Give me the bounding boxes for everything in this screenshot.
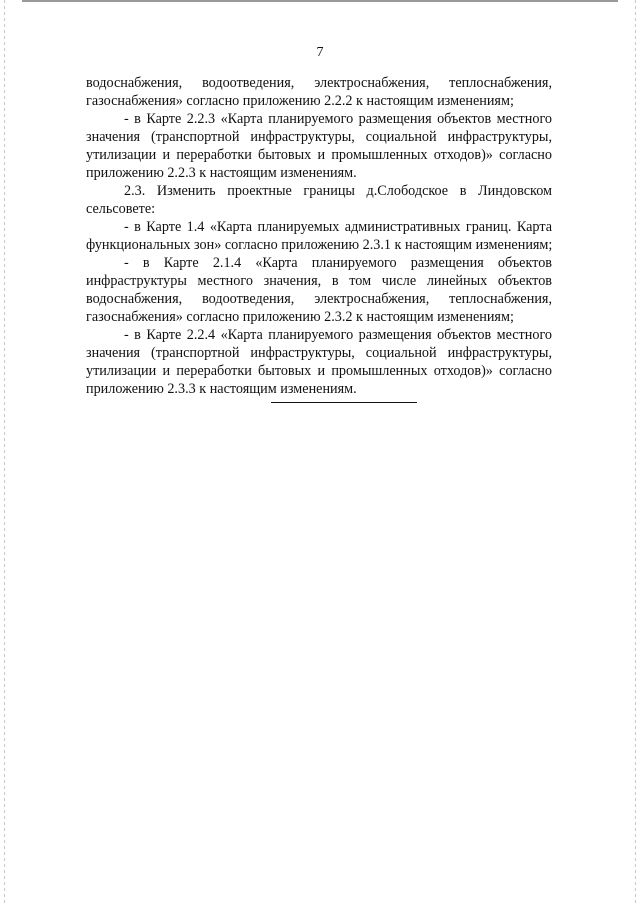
body-line: - в Карте 2.2.4 «Карта планируемого размещения объектов местного <box>124 327 552 343</box>
body-line: газоснабжения» согласно приложению 2.3.2 к настоящим изменениям; <box>86 309 514 325</box>
body-line: приложению 2.3.3 к настоящим изменениям. <box>86 381 357 397</box>
body-line: - в Карте 2.2.3 «Карта планируемого размещения объектов местного <box>124 111 552 127</box>
document-body <box>86 74 552 398</box>
body-line: водоснабжения, водоотведения, электроснабжения, теплоснабжения, <box>86 75 552 91</box>
body-line: газоснабжения» согласно приложению 2.2.2 к настоящим изменениям; <box>86 93 514 109</box>
body-line: приложению 2.2.3 к настоящим изменениям. <box>86 165 357 181</box>
body-line: - в Карте 2.1.4 «Карта планируемого размещения объектов <box>124 255 552 271</box>
scan-edge-left <box>4 0 5 905</box>
body-line: утилизации и переработки бытовых и промышленных отходов)» согласно <box>86 363 552 379</box>
body-line: - в Карте 1.4 «Карта планируемых административных границ. Карта <box>124 219 552 235</box>
page-number: 7 <box>316 45 324 60</box>
body-line: функциональных зон» согласно приложению 2.3.1 к настоящим изменениям; <box>86 237 553 253</box>
body-line: водоснабжения, водоотведения, электроснабжения, теплоснабжения, <box>86 291 552 307</box>
body-line: утилизации и переработки бытовых и промышленных отходов)» согласно <box>86 147 552 163</box>
scan-edge-right <box>635 0 636 905</box>
body-line: значения (транспортной инфраструктуры, социальной инфраструктуры, <box>86 129 552 145</box>
body-line: инфраструктуры местного значения, в том числе линейных объектов <box>86 273 552 289</box>
body-line: сельсовете: <box>86 201 156 217</box>
page-top-edge <box>22 0 618 2</box>
body-line: 2.3. Изменить проектные границы д.Слободское в Линдовском <box>124 183 552 199</box>
body-line: значения (транспортной инфраструктуры, социальной инфраструктуры, <box>86 345 552 361</box>
end-of-text-rule <box>271 402 417 403</box>
